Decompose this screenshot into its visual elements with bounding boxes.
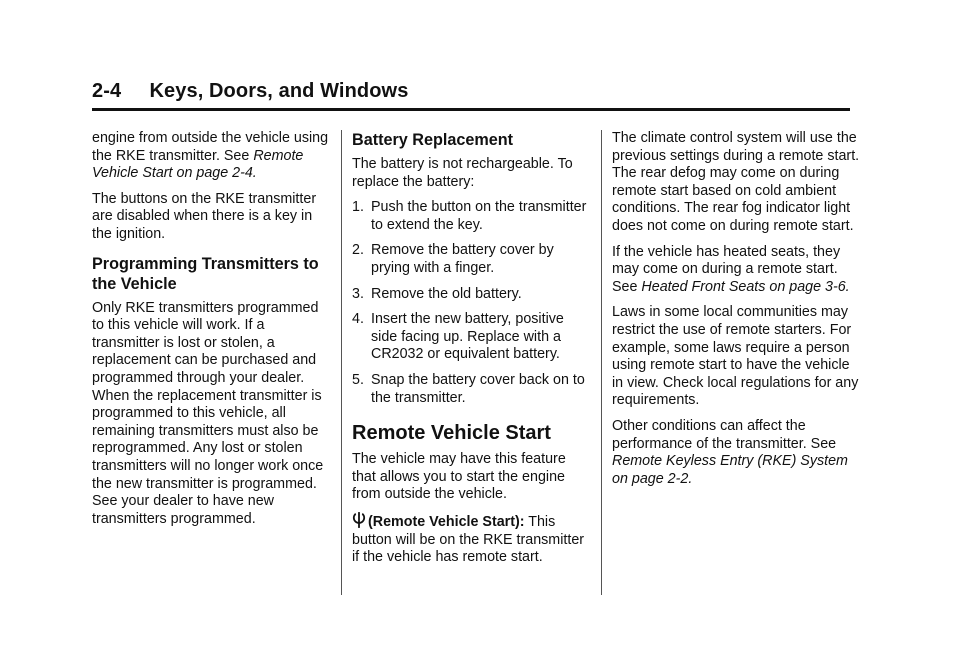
paragraph-programming: Only RKE transmitters programmed to this vehicle will work. If a transmitter is lost or stolen, a replacement can be purchased and programmed through your dealer. When the replacement transmitter is programmed to this vehicle, all remaining transmitters must also be reprogrammed. Any lost or stolen transmitters will no longer work once the new transmitter is programmed. See your dealer to have new transmitters programmed.	[92, 299, 324, 527]
paragraph-buttons-disabled: The buttons on the RKE transmitter are disabled when there is a key in the ignition.	[92, 190, 317, 242]
column-divider-2	[601, 130, 602, 595]
paragraph-climate-control: The climate control system will use the previous settings during a remote start. The rear defog may come on during remote start based on cold ambient conditions. The rear fog indicator light does not come on during remote start.	[612, 130, 860, 234]
paragraph-local-laws: Laws in some local communities may restrict the use of remote starters. For example, some laws require a person using remote start to have the vehicle in view. Check local regulations for any requirements.	[612, 304, 859, 409]
paragraph-remote-button: (Remote Vehicle Start): This button will be on the RKE transmitter if the vehicle has remote start.	[352, 513, 585, 566]
page-header	[92, 80, 850, 103]
heading-programming-transmitters: Programming Transmitters to the Vehicle	[92, 254, 319, 293]
paragraph-engine-remote: engine from outside the vehicle using the RKE transmitter. See Remote Vehicle Start on page 2-4.	[92, 130, 329, 182]
list-item: 2. Remove the battery cover by prying with a finger.	[352, 242, 554, 276]
remote-start-icon	[352, 512, 366, 528]
ref-remote-vehicle-start[interactable]: Remote Vehicle Start on page 2-4.	[92, 147, 304, 182]
ref-rke-system[interactable]: Remote Keyless Entry (RKE) System on page 2-2.	[612, 453, 848, 487]
paragraph-remote-intro: The vehicle may have this feature that allows you to start the engine from outside the vehicle.	[352, 451, 566, 503]
list-item: 1. Push the button on the transmitter to extend the key.	[352, 199, 587, 233]
list-item: 5. Snap the battery cover back on to the transmitter.	[352, 371, 585, 406]
battery-steps-list	[352, 199, 592, 407]
ref-heated-front-seats[interactable]: Heated Front Seats on page 3-6.	[641, 278, 850, 295]
paragraph-heated-seats: If the vehicle has heated seats, they may come on during a remote start. See Heated Front Seats on page 3-6.	[612, 243, 850, 295]
page-title: 2-4 Keys, Doors, and Windows	[92, 80, 409, 102]
heading-battery-replacement: Battery Replacement	[352, 131, 514, 149]
list-item: 4. Insert the new battery, positive side facing up. Replace with a CR2032 or equivalent battery.	[352, 311, 564, 363]
column-divider-1	[341, 130, 342, 595]
paragraph-battery-intro: The battery is not rechargeable. To replace the battery:	[352, 156, 573, 190]
header-rule	[92, 108, 850, 111]
list-item: 3. Remove the old battery.	[352, 285, 522, 302]
column-2	[352, 130, 592, 575]
heading-remote-vehicle-start: Remote Vehicle Start	[352, 422, 551, 445]
column-1	[92, 130, 334, 536]
remote-start-label: (Remote Vehicle Start):	[368, 513, 525, 530]
paragraph-other-conditions: Other conditions can affect the performance of the transmitter. See Remote Keyless Entry (RKE) System on page 2-2.	[612, 417, 848, 487]
column-3	[612, 130, 860, 496]
